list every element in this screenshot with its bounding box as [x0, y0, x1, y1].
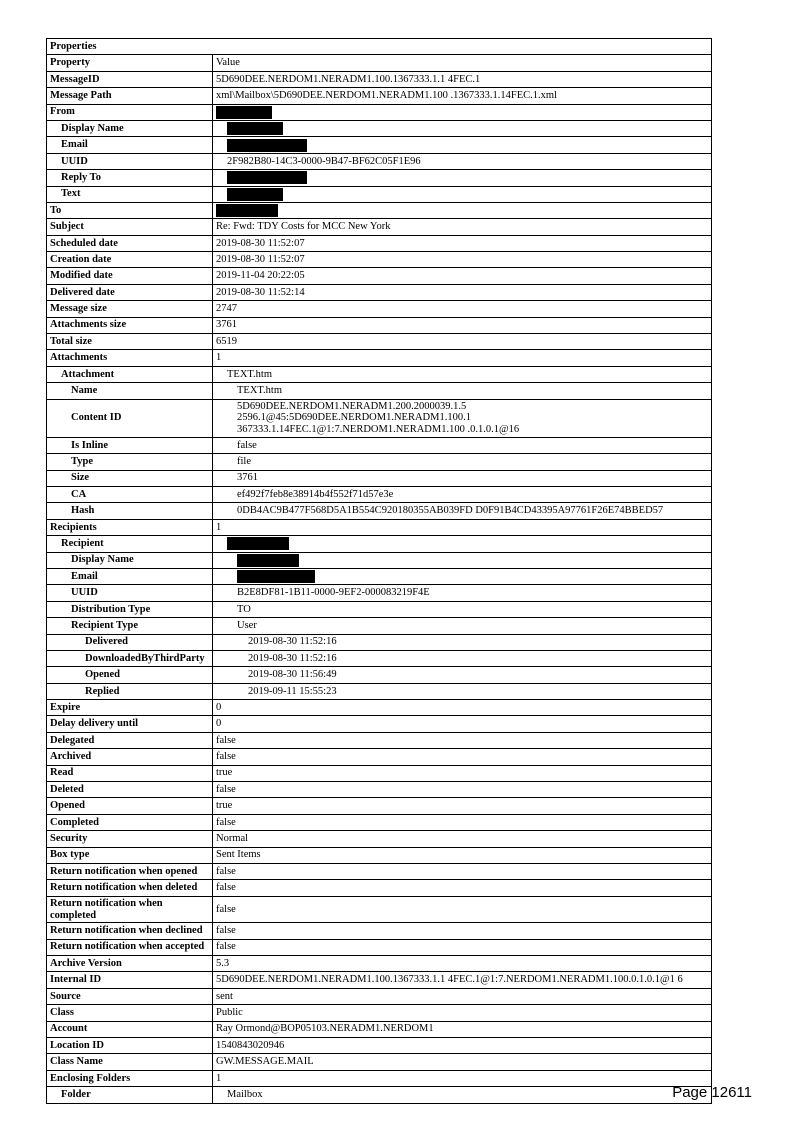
property-key: Opened: [47, 798, 213, 814]
property-key: Recipient: [47, 536, 213, 552]
property-value: ef492f7feb8e38914b4f552f71d57e3e: [213, 487, 712, 503]
property-row: [47, 1054, 712, 1070]
property-row: [47, 1021, 712, 1037]
property-row: [47, 585, 712, 601]
property-value: 5D690DEE.NERDOM1.NERADM1.100.1367333.1.1 4FEC.1@1:7.NERDOM1.NERADM1.100.0.1.0.1@1 6: [213, 972, 712, 988]
property-value: 5D690DEE.NERDOM1.NERADM1.200.2000039.1.5 2596.1@45:5D690DEE.NERDOM1.NERADM1.100.1 367333.1.14FEC.1@1:7.NERDOM1.NERADM1.100 .0.1.0.1@16: [213, 399, 712, 437]
property-value-redacted: [213, 202, 712, 218]
property-key: Scheduled date: [47, 235, 213, 251]
property-row: [47, 487, 712, 503]
property-key: Location ID: [47, 1038, 213, 1054]
property-row: [47, 923, 712, 939]
property-value: true: [213, 798, 712, 814]
property-key: Subject: [47, 219, 213, 235]
property-key: Type: [47, 454, 213, 470]
redaction-block: [227, 122, 283, 135]
redaction-block: [227, 139, 307, 152]
property-value: TEXT.htm: [213, 366, 712, 382]
property-key: Archived: [47, 749, 213, 765]
property-value: Ray Ormond@BOP05103.NERADM1.NERDOM1: [213, 1021, 712, 1037]
property-row: [47, 939, 712, 955]
property-key: Recipients: [47, 519, 213, 535]
property-value-redacted: [213, 170, 712, 186]
property-key: Security: [47, 831, 213, 847]
property-value: 2019-08-30 11:52:07: [213, 252, 712, 268]
property-key: Size: [47, 470, 213, 486]
property-key: Return notification when deleted: [47, 880, 213, 896]
property-value: Mailbox: [213, 1087, 712, 1103]
property-value: Value: [213, 55, 712, 71]
property-value: TEXT.htm: [213, 383, 712, 399]
page-number: Page 12611: [672, 1084, 752, 1101]
property-value: User: [213, 618, 712, 634]
property-value: false: [213, 732, 712, 748]
property-key: Message size: [47, 301, 213, 317]
property-value: 2019-08-30 11:52:16: [213, 634, 712, 650]
redaction-block: [227, 537, 289, 550]
property-value: 2747: [213, 301, 712, 317]
property-row: [47, 667, 712, 683]
redaction-block: [237, 570, 315, 583]
property-value: TO: [213, 601, 712, 617]
property-key: Content ID: [47, 399, 213, 437]
property-key: Deleted: [47, 782, 213, 798]
property-key: Opened: [47, 667, 213, 683]
property-row: [47, 470, 712, 486]
property-row: [47, 1070, 712, 1086]
property-key: Distribution Type: [47, 601, 213, 617]
property-key: Folder: [47, 1087, 213, 1103]
property-value-redacted: [213, 104, 712, 120]
property-value: false: [213, 782, 712, 798]
property-row: [47, 350, 712, 366]
property-value: 1: [213, 1070, 712, 1086]
property-key: Recipient Type: [47, 618, 213, 634]
property-value: 1: [213, 350, 712, 366]
property-key: UUID: [47, 585, 213, 601]
property-row: [47, 749, 712, 765]
property-key: Replied: [47, 683, 213, 699]
property-row: [47, 732, 712, 748]
property-key: Modified date: [47, 268, 213, 284]
property-key: Display Name: [47, 552, 213, 568]
property-value: 5D690DEE.NERDOM1.NERADM1.100.1367333.1.1 4FEC.1: [213, 71, 712, 87]
property-value: true: [213, 765, 712, 781]
property-row: [47, 896, 712, 923]
property-row: [47, 552, 712, 568]
property-value: 3761: [213, 317, 712, 333]
property-key: Box type: [47, 847, 213, 863]
property-row: [47, 1038, 712, 1054]
property-key: Delivered: [47, 634, 213, 650]
property-key: Creation date: [47, 252, 213, 268]
property-row: [47, 235, 712, 251]
property-row: [47, 864, 712, 880]
property-row: [47, 153, 712, 169]
property-row: [47, 601, 712, 617]
property-value: 2019-09-11 15:55:23: [213, 683, 712, 699]
property-key: Read: [47, 765, 213, 781]
property-value: 3761: [213, 470, 712, 486]
property-key: From: [47, 104, 213, 120]
property-value: 1540843020946: [213, 1038, 712, 1054]
property-value: false: [213, 896, 712, 923]
property-value-redacted: [213, 186, 712, 202]
property-value: false: [213, 923, 712, 939]
property-key: Return notification when opened: [47, 864, 213, 880]
property-key: UUID: [47, 153, 213, 169]
property-value: 2019-08-30 11:52:14: [213, 284, 712, 300]
property-row: [47, 454, 712, 470]
property-value-redacted: [213, 568, 712, 584]
property-row: [47, 700, 712, 716]
property-key: Delegated: [47, 732, 213, 748]
property-key: Reply To: [47, 170, 213, 186]
property-row: [47, 55, 712, 71]
property-key: Internal ID: [47, 972, 213, 988]
property-value: 2019-08-30 11:52:16: [213, 650, 712, 666]
property-value: 1: [213, 519, 712, 535]
property-row: [47, 880, 712, 896]
property-key: Delay delivery until: [47, 716, 213, 732]
property-key: Message Path: [47, 88, 213, 104]
redaction-block: [216, 106, 272, 119]
property-key: Total size: [47, 334, 213, 350]
property-key: Attachments: [47, 350, 213, 366]
property-key: Email: [47, 568, 213, 584]
property-key: Delivered date: [47, 284, 213, 300]
property-value: false: [213, 814, 712, 830]
property-row: [47, 618, 712, 634]
property-row: [47, 988, 712, 1004]
property-row: [47, 437, 712, 453]
property-value: 2019-11-04 20:22:05: [213, 268, 712, 284]
property-row: [47, 683, 712, 699]
property-key: Display Name: [47, 120, 213, 136]
properties-table-body: [47, 39, 712, 1104]
property-value: xml\Mailbox\5D690DEE.NERDOM1.NERADM1.100 .1367333.1.14FEC.1.xml: [213, 88, 712, 104]
property-row: [47, 301, 712, 317]
property-key: Attachment: [47, 366, 213, 382]
property-row: [47, 137, 712, 153]
property-key: Expire: [47, 700, 213, 716]
property-row: [47, 104, 712, 120]
property-key: Email: [47, 137, 213, 153]
property-row: [47, 284, 712, 300]
property-key: Return notification when accepted: [47, 939, 213, 955]
property-value: 0: [213, 716, 712, 732]
property-row: [47, 956, 712, 972]
property-row: [47, 252, 712, 268]
property-row: [47, 568, 712, 584]
property-value-redacted: [213, 536, 712, 552]
property-value: false: [213, 749, 712, 765]
property-key: CA: [47, 487, 213, 503]
property-row: [47, 765, 712, 781]
property-value: 5.3: [213, 956, 712, 972]
property-row: [47, 170, 712, 186]
property-row: [47, 383, 712, 399]
property-key: Enclosing Folders: [47, 1070, 213, 1086]
property-row: [47, 814, 712, 830]
property-value: false: [213, 939, 712, 955]
property-row: [47, 334, 712, 350]
property-row: [47, 71, 712, 87]
property-key: Completed: [47, 814, 213, 830]
property-row: [47, 366, 712, 382]
property-row: [47, 972, 712, 988]
properties-table: [46, 38, 712, 1104]
redaction-block: [227, 171, 307, 184]
redaction-block: [227, 188, 283, 201]
property-value: GW.MESSAGE.MAIL: [213, 1054, 712, 1070]
property-value: 0DB4AC9B477F568D5A1B554C920180355AB039FD D0F91B4CD43395A97761F26E74BBED57: [213, 503, 712, 519]
property-row: [47, 186, 712, 202]
property-key: Class Name: [47, 1054, 213, 1070]
property-value: Normal: [213, 831, 712, 847]
property-key: Archive Version: [47, 956, 213, 972]
property-row: [47, 782, 712, 798]
property-row: [47, 650, 712, 666]
property-row: [47, 716, 712, 732]
property-key: Attachments size: [47, 317, 213, 333]
property-row: [47, 39, 712, 55]
redaction-block: [216, 204, 278, 217]
property-row: [47, 634, 712, 650]
property-row: [47, 536, 712, 552]
property-row: [47, 317, 712, 333]
property-row: [47, 519, 712, 535]
property-key: MessageID: [47, 71, 213, 87]
property-value: false: [213, 880, 712, 896]
property-value: Sent Items: [213, 847, 712, 863]
property-row: [47, 831, 712, 847]
redaction-block: [237, 554, 299, 567]
property-key: To: [47, 202, 213, 218]
property-value: file: [213, 454, 712, 470]
property-key: Account: [47, 1021, 213, 1037]
property-row: [47, 503, 712, 519]
property-row: [47, 120, 712, 136]
property-value: Re: Fwd: TDY Costs for MCC New York: [213, 219, 712, 235]
property-value: Public: [213, 1005, 712, 1021]
property-key: Source: [47, 988, 213, 1004]
property-value: B2E8DF81-1B11-0000-9EF2-000083219F4E: [213, 585, 712, 601]
property-row: [47, 202, 712, 218]
property-value: 2019-08-30 11:52:07: [213, 235, 712, 251]
property-row: [47, 847, 712, 863]
property-row: [47, 798, 712, 814]
property-key: Return notification when completed: [47, 896, 213, 923]
property-key: Text: [47, 186, 213, 202]
property-value: 2F982B80-14C3-0000-9B47-BF62C05F1E96: [213, 153, 712, 169]
property-row: [47, 399, 712, 437]
property-value-redacted: [213, 137, 712, 153]
property-key: Return notification when declined: [47, 923, 213, 939]
property-row: [47, 1087, 712, 1103]
property-key: Is Inline: [47, 437, 213, 453]
property-value: 6519: [213, 334, 712, 350]
property-row: [47, 1005, 712, 1021]
property-value: sent: [213, 988, 712, 1004]
property-value-redacted: [213, 552, 712, 568]
property-value: false: [213, 864, 712, 880]
property-row: [47, 88, 712, 104]
property-value: 2019-08-30 11:56:49: [213, 667, 712, 683]
property-key: DownloadedByThirdParty: [47, 650, 213, 666]
property-key: Properties: [47, 39, 712, 55]
property-row: [47, 219, 712, 235]
property-row: [47, 268, 712, 284]
property-key: Class: [47, 1005, 213, 1021]
property-value: 0: [213, 700, 712, 716]
property-value: false: [213, 437, 712, 453]
property-key: Property: [47, 55, 213, 71]
property-value-redacted: [213, 120, 712, 136]
property-key: Name: [47, 383, 213, 399]
property-key: Hash: [47, 503, 213, 519]
